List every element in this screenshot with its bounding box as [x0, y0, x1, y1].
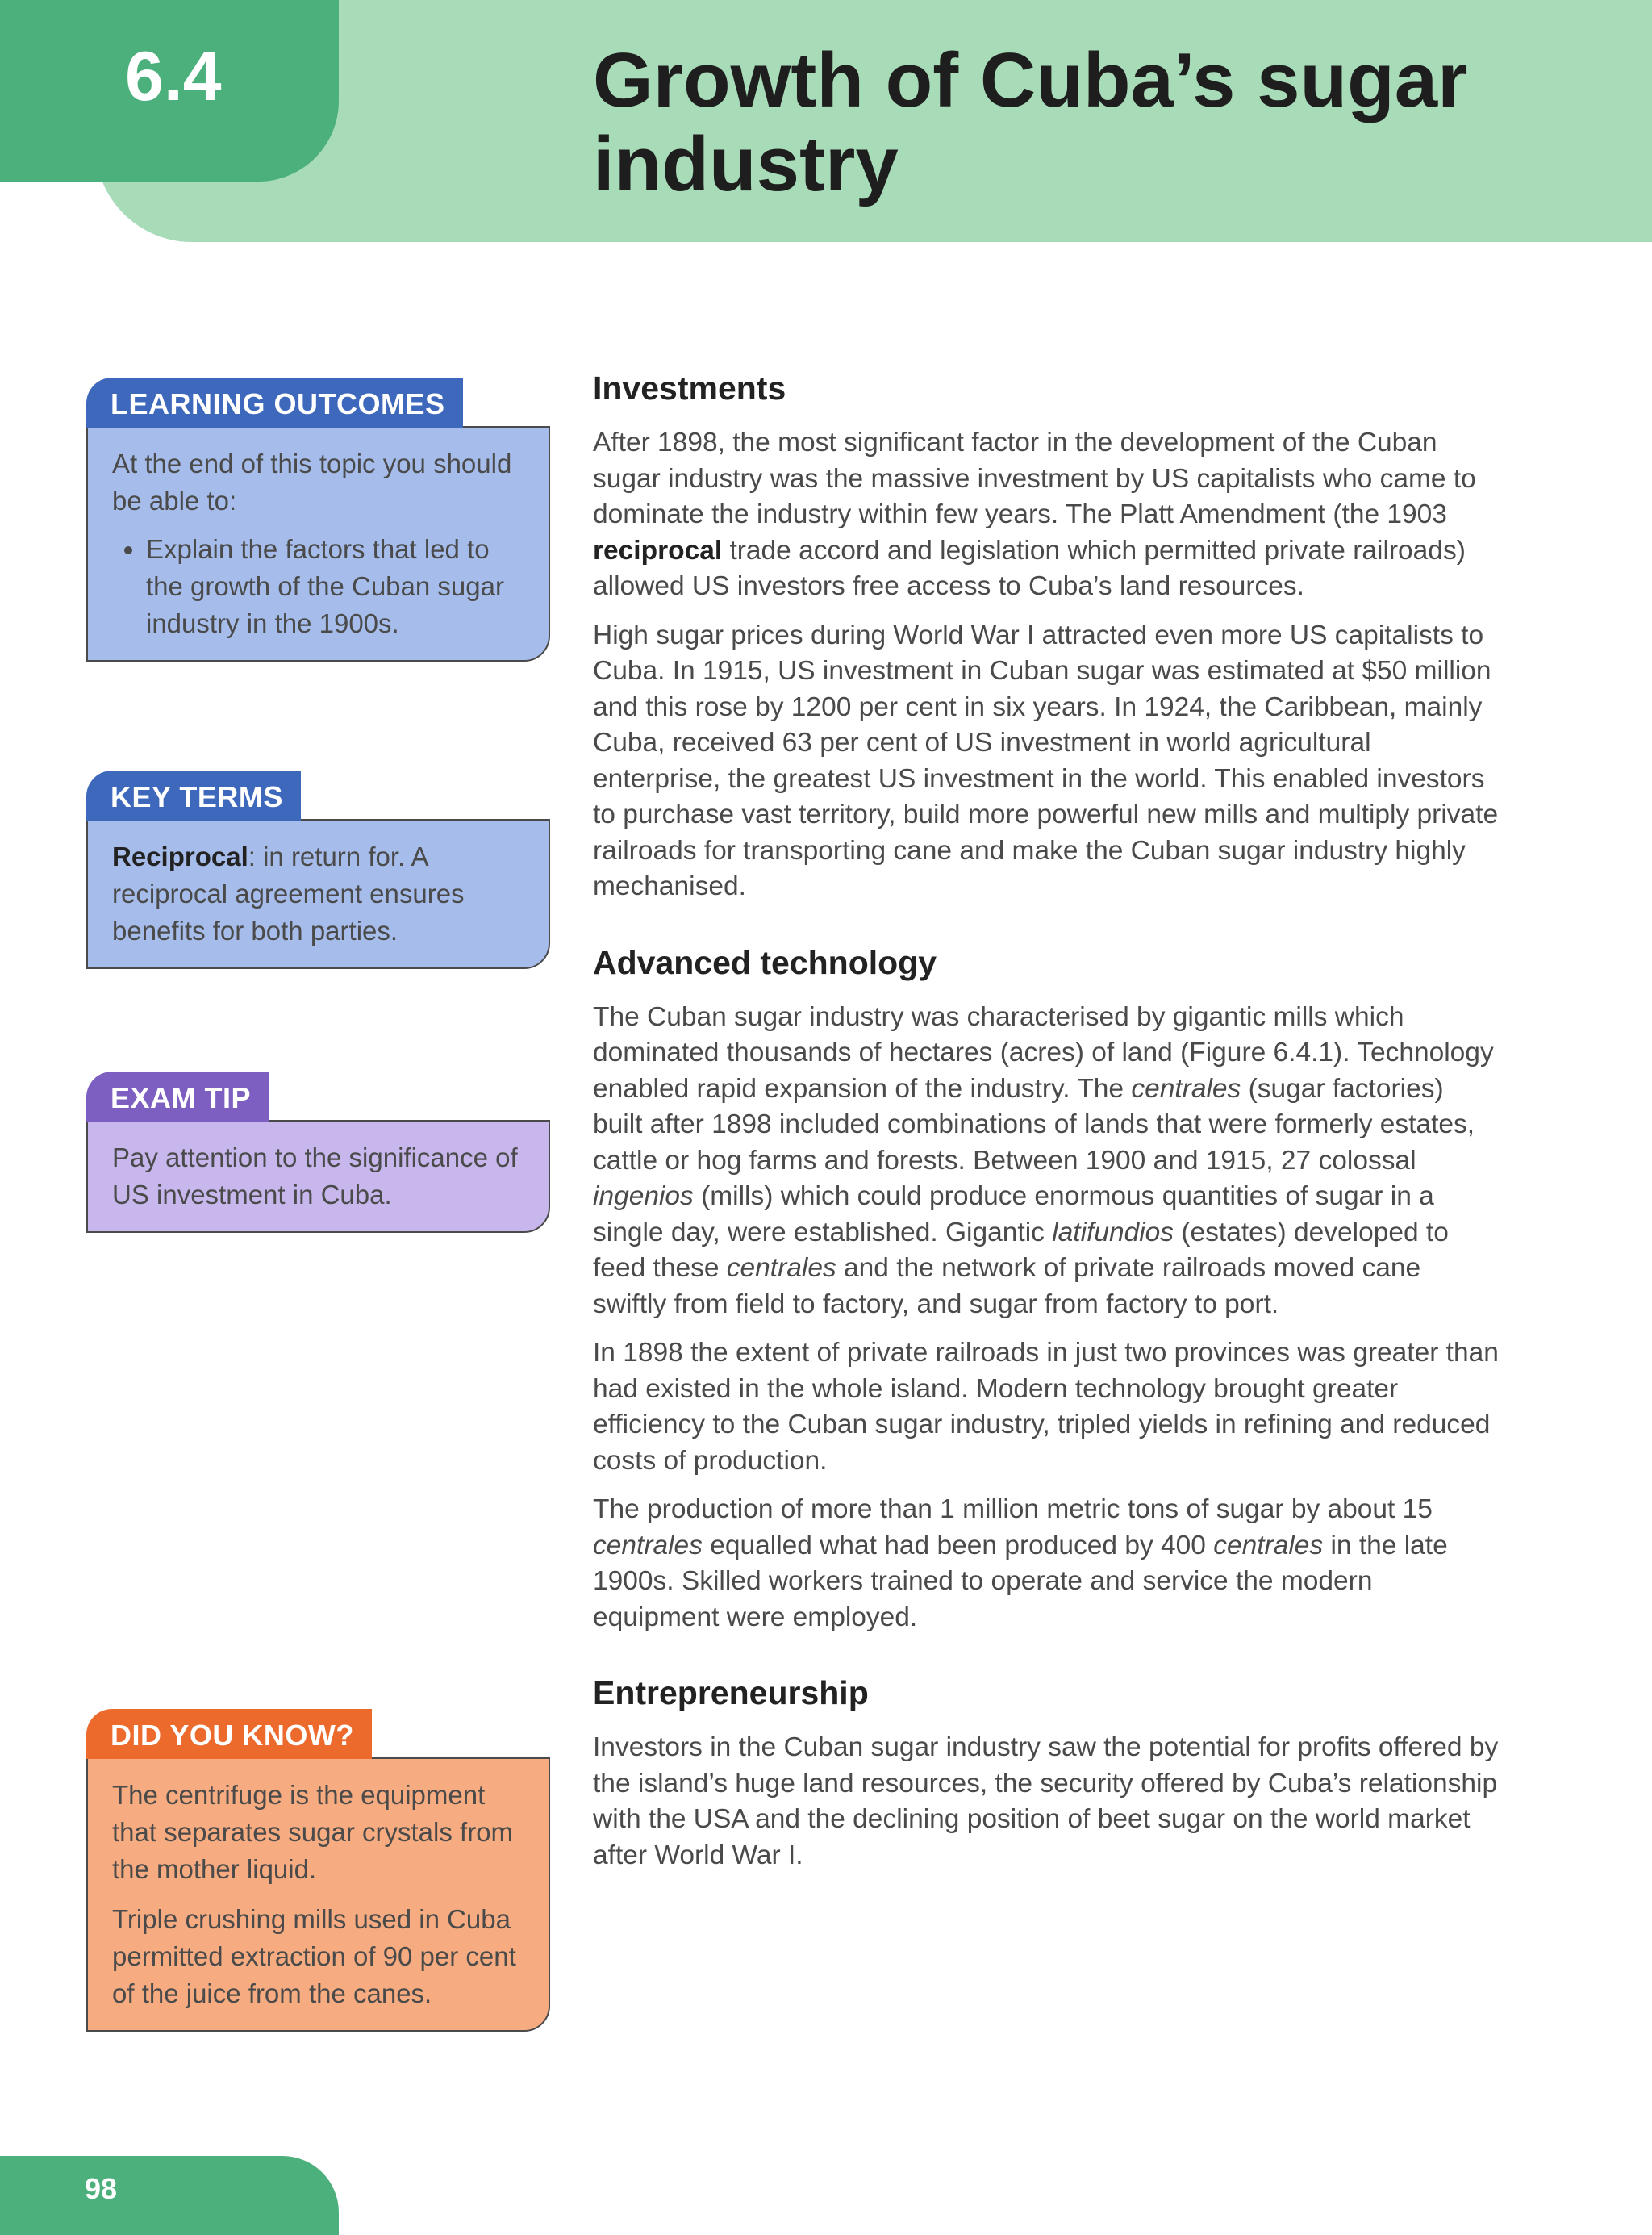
investments-paragraph-2: High sugar prices during World War I attracted even more US capitalists to Cuba. In 1915, US investment in Cuban sugar was estimated at $50 million and this rose by 1200 per cent in six years. In 1924, the Caribbean, mainly Cuba, received 63 per cent of US investment in world agricultural enterprise, the greatest US investment in the world. This enabled investors to purchase vast territory, build more powerful new mills and multiply private railroads for transporting cane and make the Cuban sugar industry highly mechanised. [593, 620, 1499, 901]
text-run: The production of more than 1 million metric tons of sugar by about 15 [593, 1494, 1433, 1524]
italic-term: centrales [593, 1530, 703, 1560]
text-run: in the late 1900s. Skilled workers trained to operate and service the modern equipment were employed. [593, 1530, 1448, 1632]
key-term: Reciprocal [112, 842, 248, 871]
exam-tip-text: Pay attention to the significance of US investment in Cuba. [112, 1143, 518, 1209]
learning-outcomes-label: LEARNING OUTCOMES [86, 378, 463, 428]
italic-term: centrales [1213, 1530, 1324, 1560]
text-run: (mills) which could produce enormous quantities of sugar in a single day, were established. Gigantic [593, 1181, 1434, 1247]
entrepreneurship-paragraph-1: Investors in the Cuban sugar industry saw the potential for profits offered by the island’s huge land resources, the security offered by Cuba’s relationship with the USA and the declining position of beet sugar on the world market after World War I. [593, 1732, 1499, 1870]
exam-tip-body [86, 1120, 550, 1233]
text-run: After 1898, the most significant factor in the development of the Cuban sugar industry was the massive investment by US capitalists who came to dominate the industry within few years. The Platt Amendment (the 1903 [593, 428, 1476, 529]
technology-heading: Advanced technology [593, 943, 937, 981]
text-run: and the network of private railroads moved cane swiftly from field to factory, and sugar from factory to port. [593, 1253, 1421, 1319]
key-terms-box [86, 771, 550, 969]
learning-outcomes-list [112, 531, 526, 642]
technology-paragraph-2: In 1898 the extent of private railroads in just two provinces was greater than had existed in the whole island. Modern technology brought greater efficiency to the Cuban sugar industry, tripled yields in refining and reduced costs of production. [593, 1338, 1499, 1476]
learning-outcomes-intro: At the end of this topic you should be able to: [112, 449, 512, 516]
learning-outcome-item: • Explain the factors that led to the growth of the Cuban sugar industry in the 1900s. [146, 531, 526, 642]
text-run: equalled what had been produced by 400 [702, 1530, 1214, 1560]
italic-term: centrales [726, 1253, 836, 1283]
footer-tab [0, 2156, 339, 2235]
text-run: The Cuban sugar industry was characterised by gigantic mills which dominated thousands of hectares (acres) of land (Figure 6.4.1). Technology enabled rapid expansion of the industry. The [593, 1001, 1494, 1104]
main-content [593, 370, 1500, 1886]
page-number: 98 [85, 2172, 118, 2205]
italic-term: ingenios [593, 1181, 694, 1211]
technology-paragraph-3 [593, 1492, 1500, 1636]
did-you-know-body [86, 1757, 550, 2032]
text-run: trade accord and legislation which permitted private railroads) allowed US investors free access to Cuba’s land resources. [593, 535, 1466, 601]
key-term-text: : in return for. A reciprocal agreement ensures benefits for both parties. [112, 842, 465, 946]
italic-term: latifundios [1052, 1217, 1174, 1247]
technology-paragraph-1 [593, 1000, 1500, 1323]
key-term-definition [112, 838, 526, 950]
did-you-know-paragraph: The centrifuge is the equipment that separates sugar crystals from the mother liquid. [112, 1780, 514, 1884]
exam-tip-box [86, 1072, 550, 1233]
learning-outcomes-body [86, 426, 550, 662]
did-you-know-paragraph: Triple crushing mills used in Cuba permitted extraction of 90 per cent of the juice from the canes. [112, 1904, 516, 2008]
entrepreneurship-heading: Entrepreneurship [593, 1674, 869, 1711]
section-number: 6.4 [125, 38, 222, 115]
learning-outcomes-box [86, 378, 550, 662]
text-run: (estates) developed to feed these [593, 1217, 1449, 1283]
exam-tip-label: EXAM TIP [86, 1072, 269, 1122]
key-term-reciprocal: reciprocal [593, 535, 723, 566]
key-terms-label: KEY TERMS [86, 771, 301, 821]
italic-term: centrales [1131, 1073, 1241, 1104]
key-terms-body [86, 819, 550, 969]
investments-heading: Investments [593, 370, 786, 407]
page-title: Growth of Cuba’s sugar industry [593, 37, 1468, 207]
investments-paragraph-1 [593, 425, 1500, 605]
text-run: (sugar factories) built after 1898 included combinations of lands that were formerly estates, cattle or hog farms and forests. Between 1900 and 1915, 27 colossal [593, 1073, 1475, 1176]
did-you-know-box [86, 1709, 550, 2032]
did-you-know-label: DID YOU KNOW? [86, 1709, 372, 1759]
